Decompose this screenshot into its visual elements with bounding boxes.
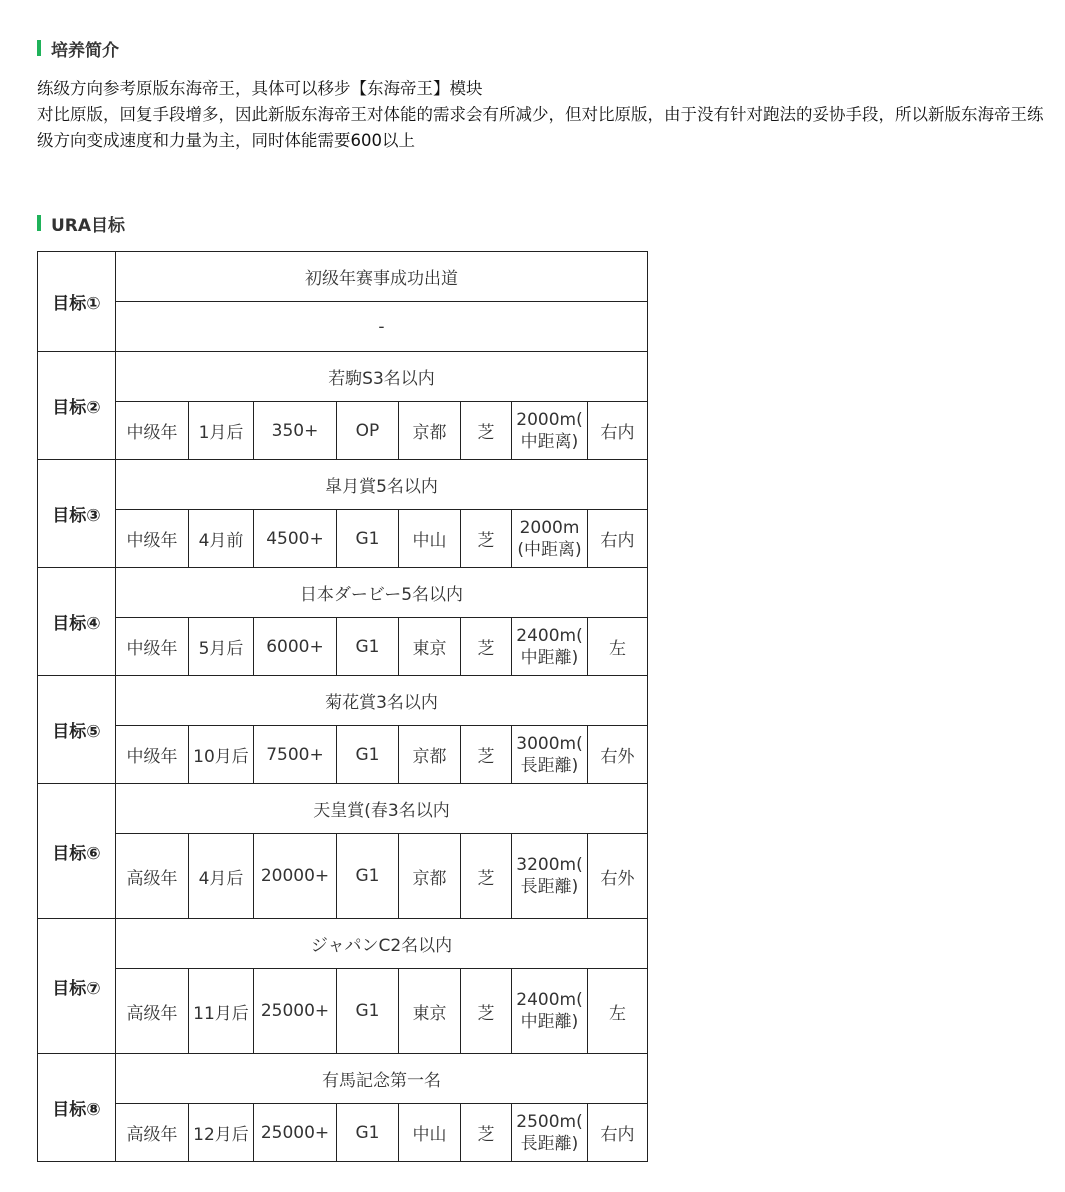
race-distance-value: 2000m( <box>516 409 583 430</box>
race-grade: G1 <box>337 834 399 919</box>
race-year: 高级年 <box>116 969 189 1054</box>
race-fans: 25000+ <box>254 1104 337 1162</box>
race-fans: 350+ <box>254 402 337 460</box>
race-distance-value: 2500m( <box>516 1111 583 1132</box>
race-track: 東京 <box>399 969 461 1054</box>
race-track: 京都 <box>399 726 461 784</box>
race-distance <box>512 618 588 676</box>
race-surface: 芝 <box>461 969 512 1054</box>
goal-detail-row <box>38 618 648 676</box>
race-distance-value: 2400m( <box>516 625 583 646</box>
goal-row <box>38 919 648 969</box>
race-name: 菊花賞3名以内 <box>116 676 648 726</box>
race-name: 皐月賞5名以内 <box>116 460 648 510</box>
goal-detail-row <box>38 510 648 568</box>
race-fans: 25000+ <box>254 969 337 1054</box>
race-grade: G1 <box>337 1104 399 1162</box>
race-month: 10月后 <box>189 726 254 784</box>
race-distance <box>512 402 588 460</box>
race-grade: G1 <box>337 618 399 676</box>
intro-line-2: 对比原版，回复手段增多，因此新版东海帝王对体能的需求会有所减少，但对比原版，由于没有针对跑法的妥协手段，所以新版东海帝王练级方向变成速度和力量为主，同时体能需要600以上 <box>37 105 1044 150</box>
race-distance <box>512 1104 588 1162</box>
race-direction: 右外 <box>588 834 648 919</box>
race-year: 高级年 <box>116 1104 189 1162</box>
race-name: ジャパンC2名以内 <box>116 919 648 969</box>
race-fans: 20000+ <box>254 834 337 919</box>
race-direction: 左 <box>588 969 648 1054</box>
race-distance-category: 長距離) <box>520 755 579 776</box>
race-name: 若駒S3名以内 <box>116 352 648 402</box>
race-name: 有馬記念第一名 <box>116 1054 648 1104</box>
race-distance-category: 長距離) <box>520 1133 579 1154</box>
race-distance <box>512 834 588 919</box>
heading-accent-bar <box>37 40 41 56</box>
race-surface: 芝 <box>461 1104 512 1162</box>
race-direction: 右内 <box>588 1104 648 1162</box>
race-distance <box>512 510 588 568</box>
race-distance-category: 中距離) <box>520 1012 579 1032</box>
goal-label: 目标⑧ <box>38 1054 116 1162</box>
race-year: 中级年 <box>116 618 189 676</box>
goal-row <box>38 676 648 726</box>
race-name: 天皇賞(春3名以内 <box>116 784 648 834</box>
race-fans: 7500+ <box>254 726 337 784</box>
race-fans: 4500+ <box>254 510 337 568</box>
race-month: 4月后 <box>189 834 254 919</box>
goal-label: 目标① <box>38 252 116 352</box>
race-distance-category: 中距離) <box>520 647 579 668</box>
race-direction: 右内 <box>588 510 648 568</box>
race-track: 東京 <box>399 618 461 676</box>
goal-label: 目标③ <box>38 460 116 568</box>
race-month: 4月前 <box>189 510 254 568</box>
goal-detail-row <box>38 402 648 460</box>
race-distance-value: 3000m( <box>516 733 583 754</box>
race-track: 中山 <box>399 1104 461 1162</box>
race-surface: 芝 <box>461 510 512 568</box>
race-track: 京都 <box>399 834 461 919</box>
race-distance-category: (中距离) <box>517 539 582 560</box>
race-track: 中山 <box>399 510 461 568</box>
race-track: 京都 <box>399 402 461 460</box>
section-heading-intro-text: 培养简介 <box>51 40 119 61</box>
goal-row <box>38 352 648 402</box>
goal-detail-row <box>38 302 648 352</box>
goal-label: 目标④ <box>38 568 116 676</box>
intro-line-1: 练级方向参考原版东海帝王，具体可以移步【东海帝王】模块 <box>37 79 483 98</box>
race-grade: G1 <box>337 510 399 568</box>
race-month: 5月后 <box>189 618 254 676</box>
race-distance-value: 2000m <box>519 517 580 538</box>
goal-detail-row <box>38 726 648 784</box>
race-year: 中级年 <box>116 402 189 460</box>
race-month: 12月后 <box>189 1104 254 1162</box>
goal-row <box>38 460 648 510</box>
race-distance-category: 中距离) <box>520 431 579 452</box>
race-year: 中级年 <box>116 726 189 784</box>
ura-goals-table <box>37 251 648 1162</box>
race-surface: 芝 <box>461 618 512 676</box>
goal-row <box>38 568 648 618</box>
goal-row <box>38 252 648 302</box>
race-grade: G1 <box>337 969 399 1054</box>
goal-label: 目标⑥ <box>38 784 116 919</box>
race-month: 1月后 <box>189 402 254 460</box>
race-detail-empty: - <box>116 302 648 352</box>
section-heading-intro <box>37 37 119 59</box>
race-surface: 芝 <box>461 834 512 919</box>
race-fans: 6000+ <box>254 618 337 676</box>
goal-label: 目标② <box>38 352 116 460</box>
race-surface: 芝 <box>461 726 512 784</box>
intro-paragraph <box>37 76 1047 154</box>
goal-row <box>38 784 648 834</box>
race-year: 高级年 <box>116 834 189 919</box>
race-year: 中级年 <box>116 510 189 568</box>
race-name: 初级年赛事成功出道 <box>116 252 648 302</box>
goal-detail-row <box>38 834 648 919</box>
race-distance <box>512 969 588 1054</box>
race-surface: 芝 <box>461 402 512 460</box>
heading-accent-bar <box>37 215 41 231</box>
goal-label: 目标⑦ <box>38 919 116 1054</box>
goal-detail-row <box>38 1104 648 1162</box>
goal-label: 目标⑤ <box>38 676 116 784</box>
race-direction: 左 <box>588 618 648 676</box>
race-distance-value: 3200m( <box>516 855 583 875</box>
race-direction: 右内 <box>588 402 648 460</box>
race-month: 11月后 <box>189 969 254 1054</box>
race-direction: 右外 <box>588 726 648 784</box>
race-name: 日本ダービー5名以内 <box>116 568 648 618</box>
goal-detail-row <box>38 969 648 1054</box>
section-heading-goals <box>37 212 125 234</box>
race-distance-category: 長距離) <box>520 877 579 897</box>
race-grade: OP <box>337 402 399 460</box>
race-distance <box>512 726 588 784</box>
section-heading-goals-text: URA目标 <box>51 215 126 236</box>
goal-row <box>38 1054 648 1104</box>
race-grade: G1 <box>337 726 399 784</box>
race-distance-value: 2400m( <box>516 990 583 1010</box>
